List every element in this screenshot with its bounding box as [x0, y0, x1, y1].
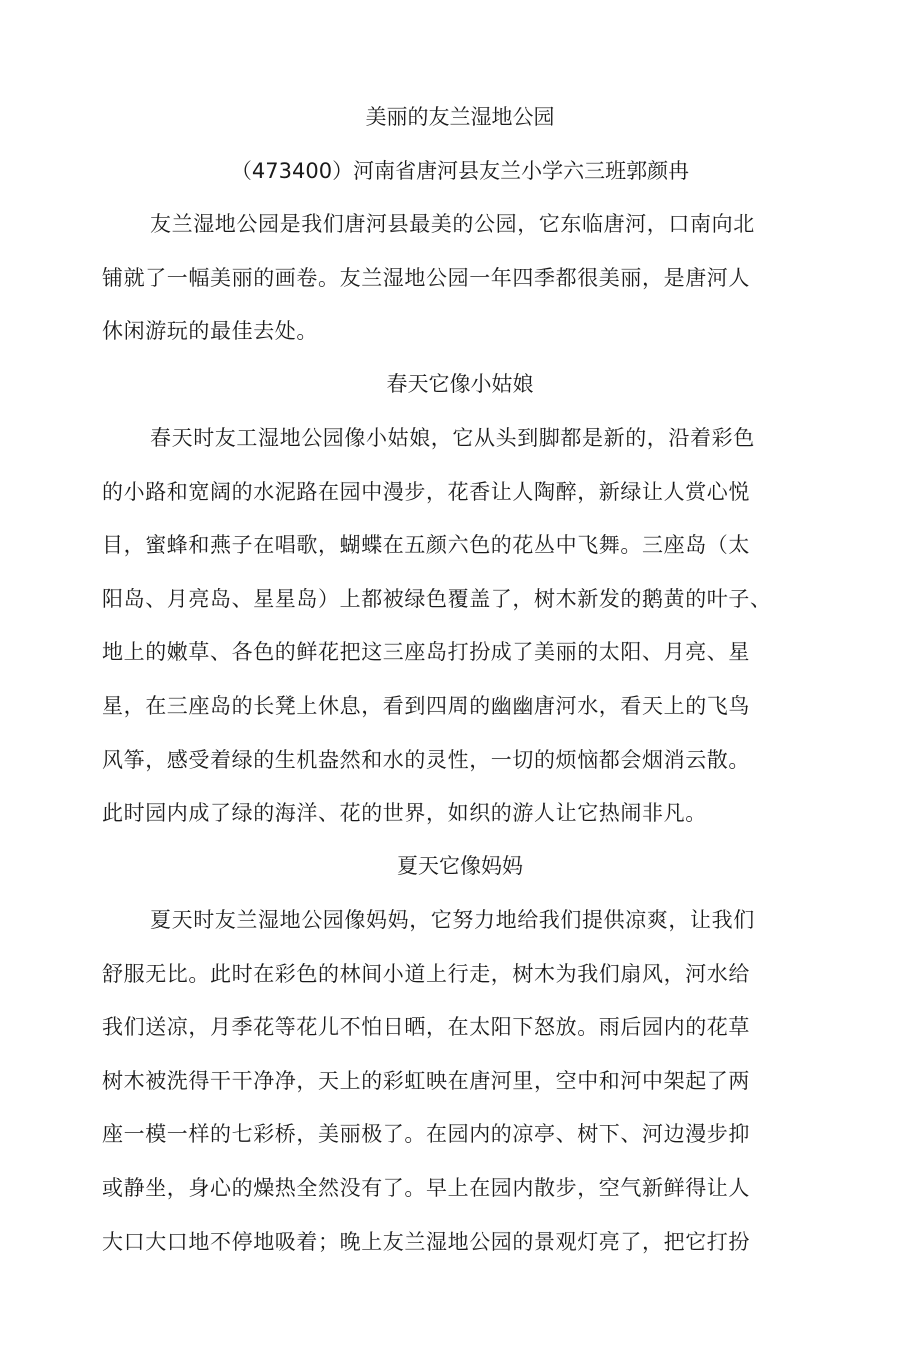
paragraph-line: 或静坐，身心的燥热全然没有了。早上在园内散步，空气新鲜得让人 — [102, 1175, 750, 1200]
author-byline: （473400）河南省唐河县友兰小学六三班郭颜冉 — [230, 159, 690, 183]
paragraph-line: 我们送凉，月季花等花儿不怕日晒，在太阳下怒放。雨后园内的花草 — [102, 1015, 750, 1040]
paragraph-line: 舒服无比。此时在彩色的林间小道上行走，树木为我们扇风，河水给 — [102, 961, 750, 986]
spring-heading: 春天它像小姑娘 — [386, 372, 534, 396]
paragraph-line: 地上的嫩草、各色的鲜花把这三座岛打扮成了美丽的太阳、月亮、星 — [102, 640, 750, 665]
paragraph-line: 夏天时友兰湿地公园像妈妈，它努力地给我们提供凉爽，让我们 — [150, 908, 755, 932]
paragraph-line: 休闲游玩的最佳去处。 — [102, 319, 318, 344]
paragraph-line: 星，在三座岛的长凳上休息，看到四周的幽幽唐河水，看天上的飞鸟 — [102, 693, 750, 718]
paragraph-line: 的小路和宽阔的水泥路在园中漫步，花香让人陶醉，新绿让人赏心悦 — [102, 479, 750, 504]
paragraph-line: 春天时友工湿地公园像小姑娘，它从头到脚都是新的，沿着彩色 — [150, 426, 755, 450]
paragraph-line: 风筝，感受着绿的生机盎然和水的灵性，一切的烦恼都会烟消云散。 — [102, 747, 750, 772]
paragraph-line: 座一模一样的七彩桥，美丽极了。在园内的凉亭、树下、河边漫步抑 — [102, 1122, 750, 1147]
paragraph-line: 阳岛、月亮岛、星星岛）上都被绿色覆盖了，树木新发的鹅黄的叶子、 — [102, 586, 772, 611]
summer-heading: 夏天它像妈妈 — [397, 854, 523, 878]
paragraph-line: 大口大口地不停地吸着；晚上友兰湿地公园的景观灯亮了，把它打扮 — [102, 1229, 750, 1254]
document-title: 美丽的友兰湿地公园 — [365, 105, 555, 129]
paragraph-line: 树木被洗得干干净净，天上的彩虹映在唐河里，空中和河中架起了两 — [102, 1068, 750, 1093]
paragraph-line: 友兰湿地公园是我们唐河县最美的公园，它东临唐河，口南向北 — [150, 212, 755, 236]
paragraph-line: 铺就了一幅美丽的画卷。友兰湿地公园一年四季都很美丽，是唐河人 — [102, 265, 750, 290]
intro-paragraph — [102, 210, 802, 371]
paragraph-line: 此时园内成了绿的海洋、花的世界，如织的游人让它热闹非凡。 — [102, 801, 707, 826]
summer-paragraph — [102, 906, 802, 1281]
spring-paragraph — [102, 424, 802, 853]
paragraph-line: 目，蜜蜂和燕子在唱歌，蝴蝶在五颜六色的花丛中飞舞。三座岛（太 — [102, 533, 750, 558]
